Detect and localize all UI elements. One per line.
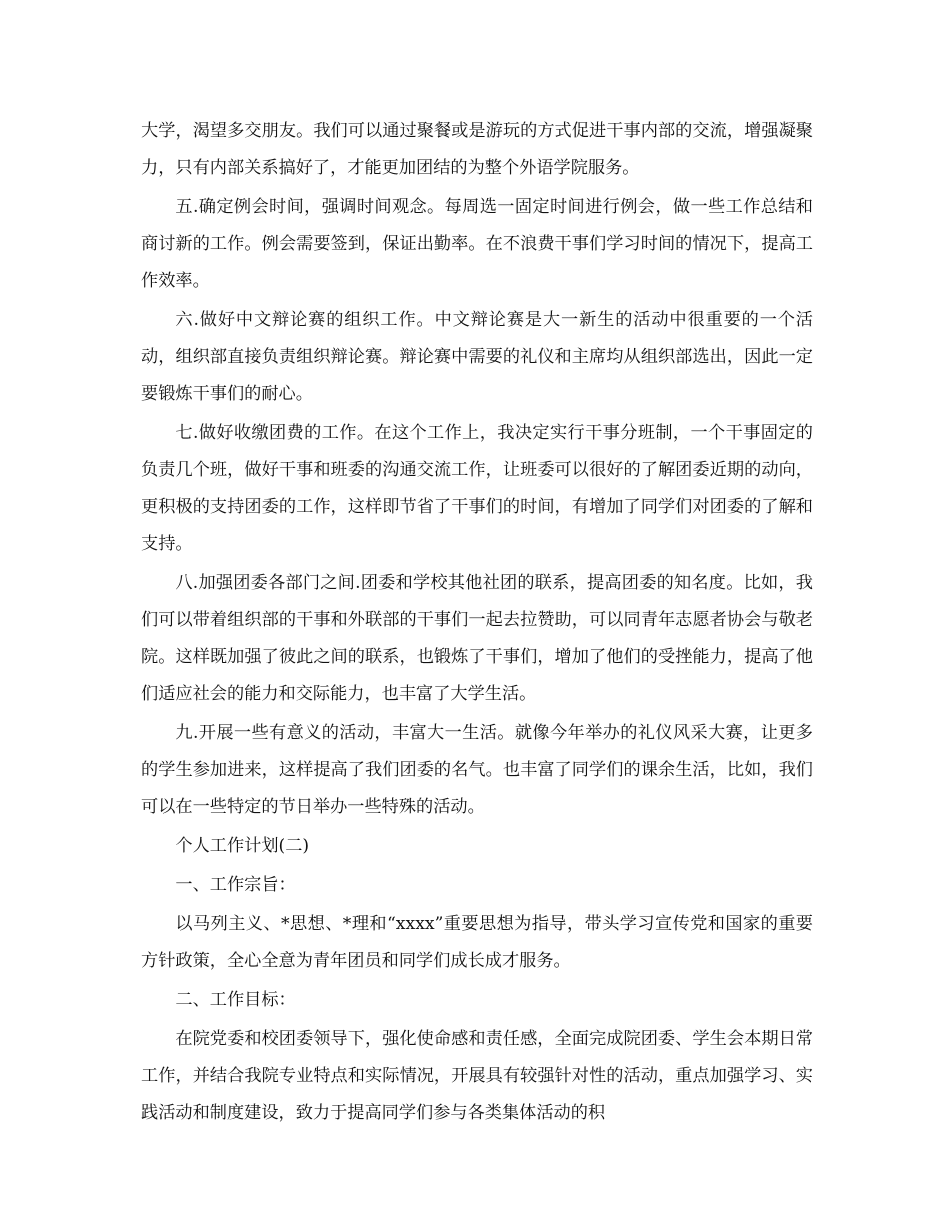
paragraph-5: 八.加强团委各部门之间.团委和学校其他社团的联系，提高团委的知名度。比如，我们可以带着组织部的干事和外联部的干事们一起去拉赞助，可以同青年志愿者协会与敬老院。这样既加强了彼此之间的联系，也锻炼了干事们，增加了他们的受挫能力，提高了他们适应社会的能力和交际能力，也丰富了大学生活。 — [141, 573, 813, 704]
paragraph-3: 六.做好中文辩论赛的组织工作。中文辩论赛是大一新生的活动中很重要的一个活动，组织部直接负责组织辩论赛。辩论赛中需要的礼仪和主席均从组织部选出，因此一定要锻炼干事们的耐心。 — [141, 310, 813, 404]
paragraph-work-goals: 在院党委和校团委领导下，强化使命感和责任感，全面完成院团委、学生会本期日常工作，并结合我院专业特点和实际情况，开展具有较强针对性的活动，重点加强学习、实践活动和制度建设，致力于提高同学们参与各类集体活动的积 — [141, 1029, 813, 1123]
heading-work-purpose: 一、工作宗旨： — [175, 875, 296, 895]
document-body — [141, 113, 813, 1134]
section-heading-plan-two: 个人工作计划(二) — [175, 836, 310, 856]
heading-work-goals: 二、工作目标： — [175, 990, 296, 1010]
paragraph-1: 大学，渴望多交朋友。我们可以通过聚餐或是游玩的方式促进干事内部的交流，增强凝聚力，只有内部关系搞好了，才能更加团结的为整个外语学院服务。 — [141, 121, 813, 178]
paragraph-6: 九.开展一些有意义的活动，丰富大一生活。就像今年举办的礼仪风采大赛，让更多的学生参加进来，这样提高了我们团委的名气。也丰富了同学们的课余生活，比如，我们可以在一些特定的节日举办一些特殊的活动。 — [141, 723, 813, 817]
paragraph-2: 五.确定例会时间，强调时间观念。每周选一固定时间进行例会，做一些工作总结和商讨新的工作。例会需要签到，保证出勤率。在不浪费干事们学习时间的情况下，提高工作效率。 — [141, 197, 813, 291]
paragraph-4: 七.做好收缴团费的工作。在这个工作上，我决定实行干事分班制，一个干事固定的负责几个班，做好干事和班委的沟通交流工作，让班委可以很好的了解团委近期的动向，更积极的支持团委的工作，这样即节省了干事们的时间，有增加了同学们对团委的了解和支持。 — [141, 423, 813, 554]
paragraph-work-purpose: 以马列主义、*思想、*理和“xxxx”重要思想为指导，带头学习宣传党和国家的重要方针政策，全心全意为青年团员和同学们成长成才服务。 — [141, 914, 813, 971]
